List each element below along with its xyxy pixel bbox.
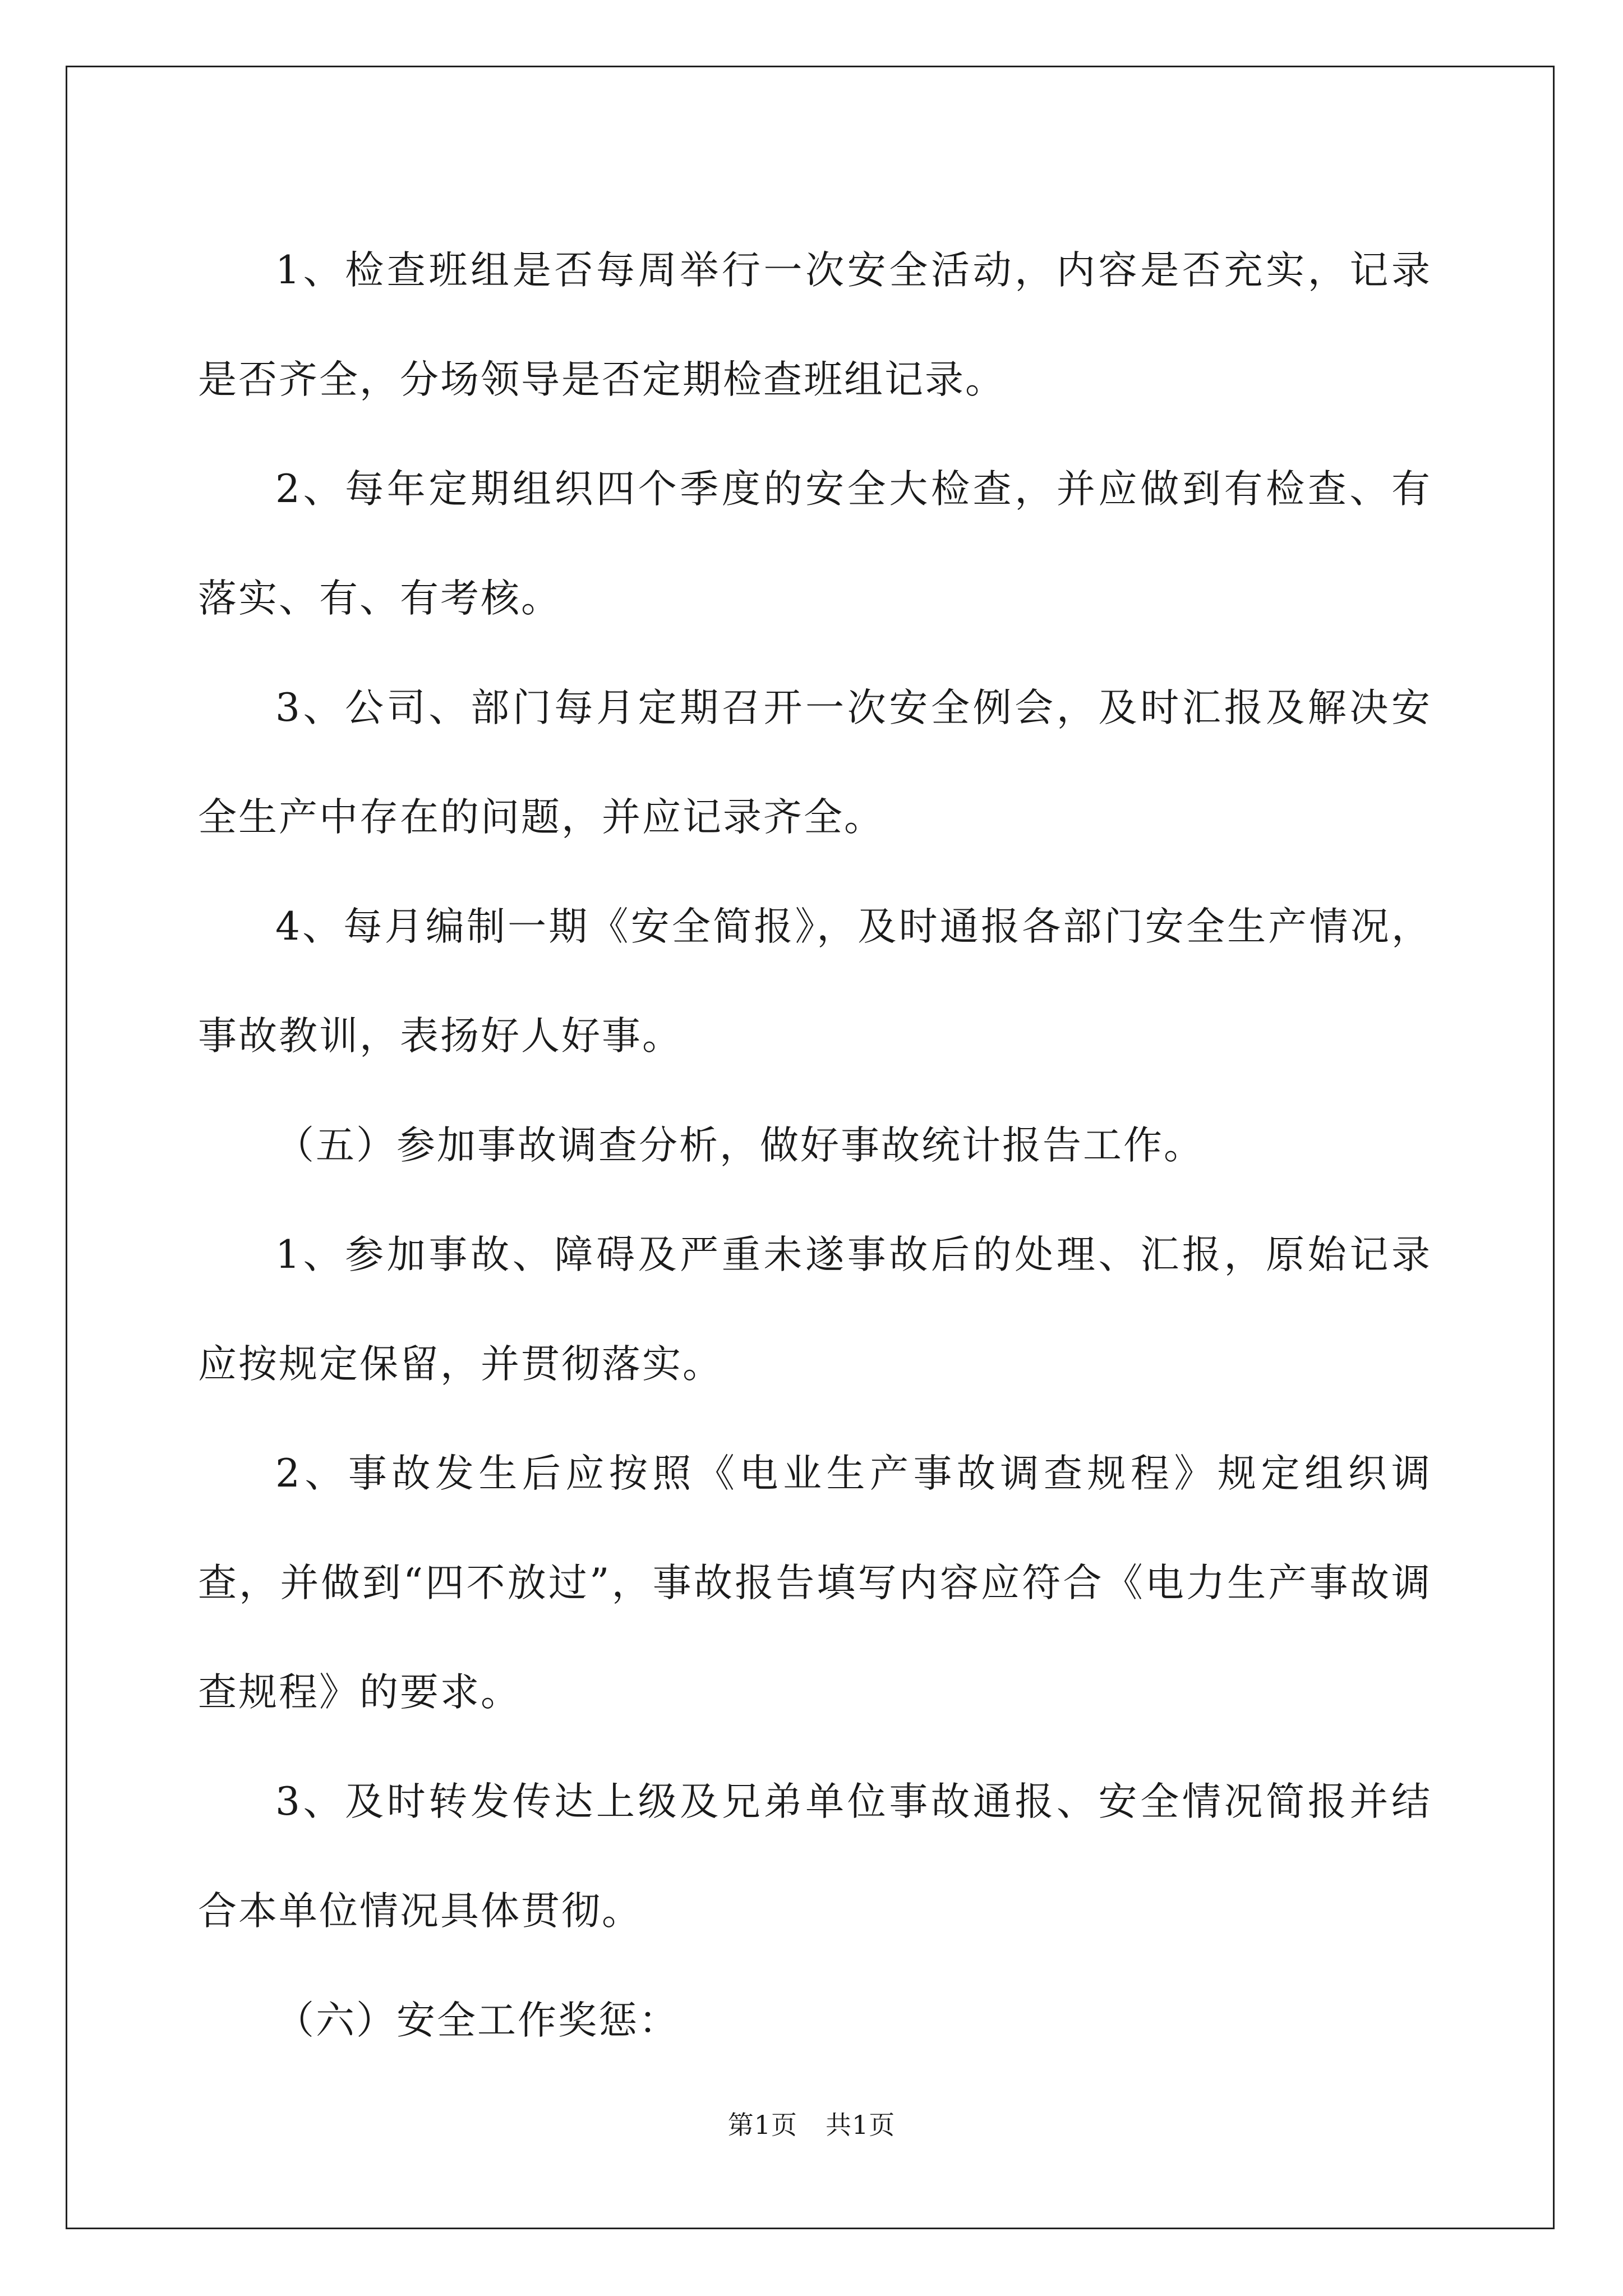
page-number: 第1页 — [727, 2110, 797, 2140]
paragraph: 2、事故发生后应按照《电业生产事故调查规程》规定组织调查，并做到“四不放过”，事故报告填写内容应符合《电力生产事故调查规程》的要求。 — [198, 1451, 1432, 1715]
paragraph: 1、参加事故、障碍及严重未遂事故后的处理、汇报，原始记录应按规定保留，并贯彻落实。 — [198, 1232, 1432, 1387]
section-heading: （六）安全工作奖惩： — [275, 1998, 679, 2043]
paragraph: 1、检查班组是否每周举行一次安全活动，内容是否充实，记录是否齐全，分场领导是否定期检查班组记录。 — [198, 248, 1432, 402]
page-footer — [0, 2105, 1623, 2142]
paragraph: 4、每月编制一期《安全简报》，及时通报各部门安全生产情况，事故教训，表扬好人好事。 — [198, 904, 1432, 1059]
paragraph: 2、每年定期组织四个季度的安全大检查，并应做到有检查、有落实、有、有考核。 — [198, 467, 1432, 621]
document-body — [198, 216, 1432, 2076]
paragraph: 3、及时转发传达上级及兄弟单位事故通报、安全情况简报并结合本单位情况具体贯彻。 — [198, 1779, 1432, 1934]
section-heading: （五）参加事故调查分析，做好事故统计报告工作。 — [275, 1123, 1204, 1168]
paragraph: 3、公司、部门每月定期召开一次安全例会，及时汇报及解决安全生产中存在的问题，并应记录齐全。 — [198, 685, 1432, 840]
page-total: 共1页 — [826, 2110, 896, 2140]
